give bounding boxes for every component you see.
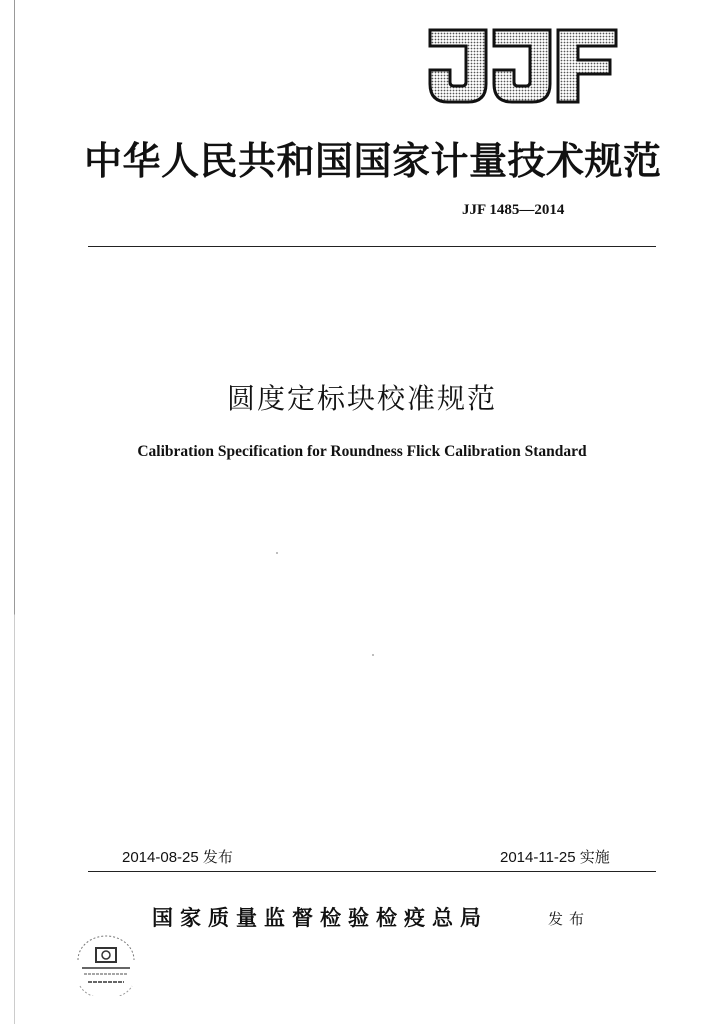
issue-date: 2014-08-25 发布 xyxy=(122,849,233,866)
scan-speck xyxy=(372,654,374,656)
publish-label: 发布 xyxy=(548,910,591,928)
jjf-logo xyxy=(428,26,618,106)
bottom-divider xyxy=(88,871,656,872)
stamp-icon xyxy=(70,930,142,996)
publisher-name: 国家质量监督检验检疫总局 xyxy=(152,905,488,930)
document-title-chinese: 圆度定标块校准规范 xyxy=(226,382,497,415)
scan-speck xyxy=(276,552,278,554)
top-divider xyxy=(88,246,656,247)
document-number: JJF 1485—2014 xyxy=(462,202,565,218)
document-title-english: Calibration Specification for Roundness Flick Calibration Standard xyxy=(137,443,587,460)
effective-date: 2014-11-25 实施 xyxy=(500,849,610,866)
page-edge xyxy=(14,0,15,1024)
series-title: 中华人民共和国国家计量技术规范 xyxy=(84,138,662,183)
